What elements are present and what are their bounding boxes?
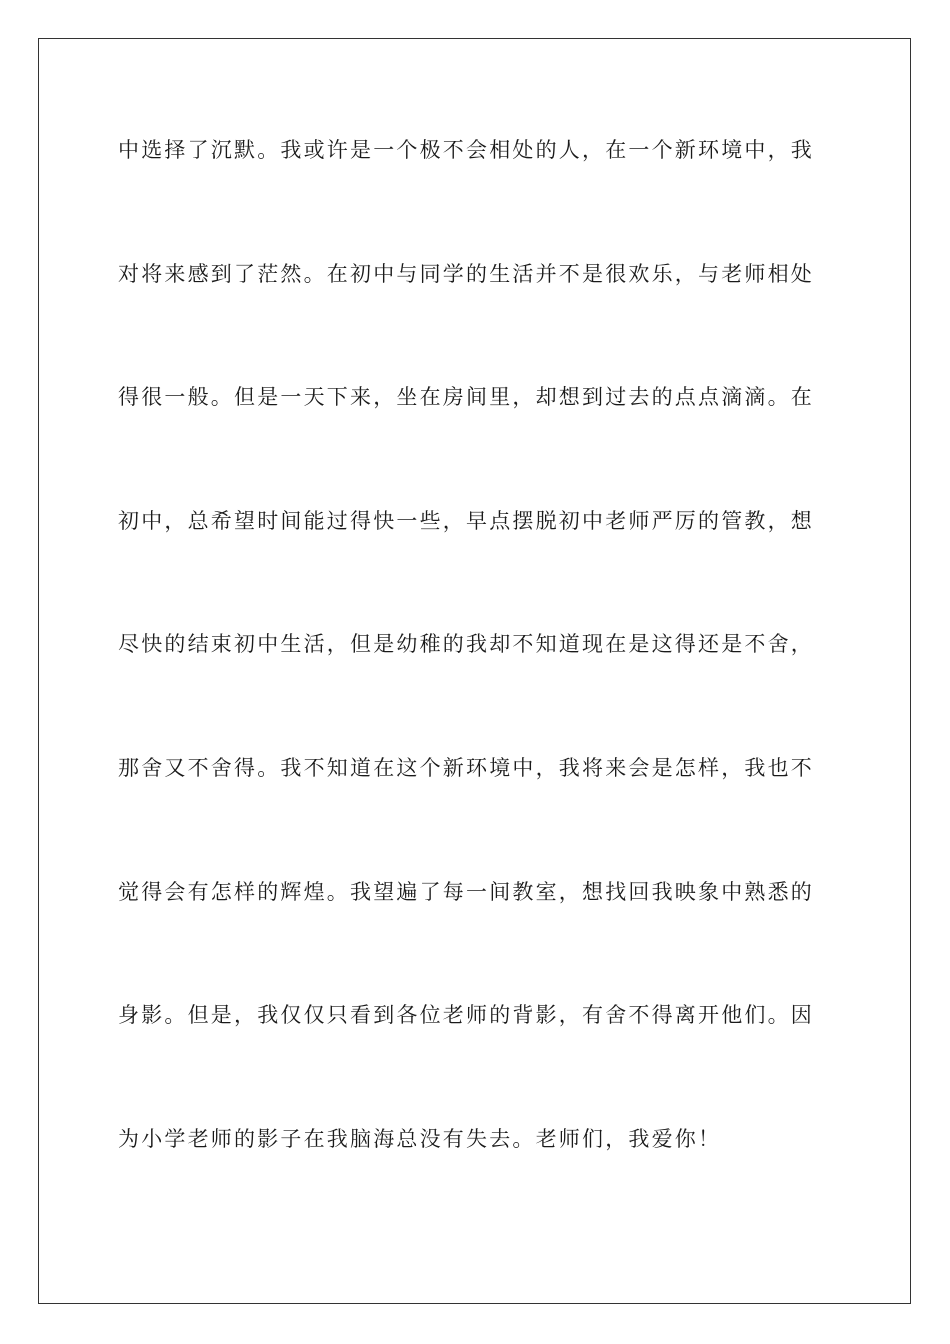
text-line-9: 为小学老师的影子在我脑海总没有失去。老师们，我爱你！ — [118, 1126, 722, 1151]
text-line-3: 得很一般。但是一天下来，坐在房间里，却想到过去的点点滴滴。在 — [118, 385, 814, 410]
text-line-5: 尽快的结束初中生活，但是幼稚的我却不知道现在是这得还是不舍， — [118, 632, 814, 657]
text-line-6: 那舍又不舍得。我不知道在这个新环境中，我将来会是怎样，我也不 — [118, 755, 814, 780]
text-line-2: 对将来感到了茫然。在初中与同学的生活并不是很欢乐，与老师相处 — [118, 261, 814, 286]
text-line-4: 初中，总希望时间能过得快一些，早点摆脱初中老师严厉的管教，想 — [118, 508, 814, 533]
text-line-8: 身影。但是，我仅仅只看到各位老师的背影，有舍不得离开他们。因 — [118, 1003, 814, 1028]
text-line-7: 觉得会有怎样的辉煌。我望遍了每一间教室，想找回我映象中熟悉的 — [118, 879, 814, 904]
text-line-1: 中选择了沉默。我或许是一个极不会相处的人，在一个新环境中，我 — [118, 138, 814, 162]
document-body — [118, 126, 838, 1238]
